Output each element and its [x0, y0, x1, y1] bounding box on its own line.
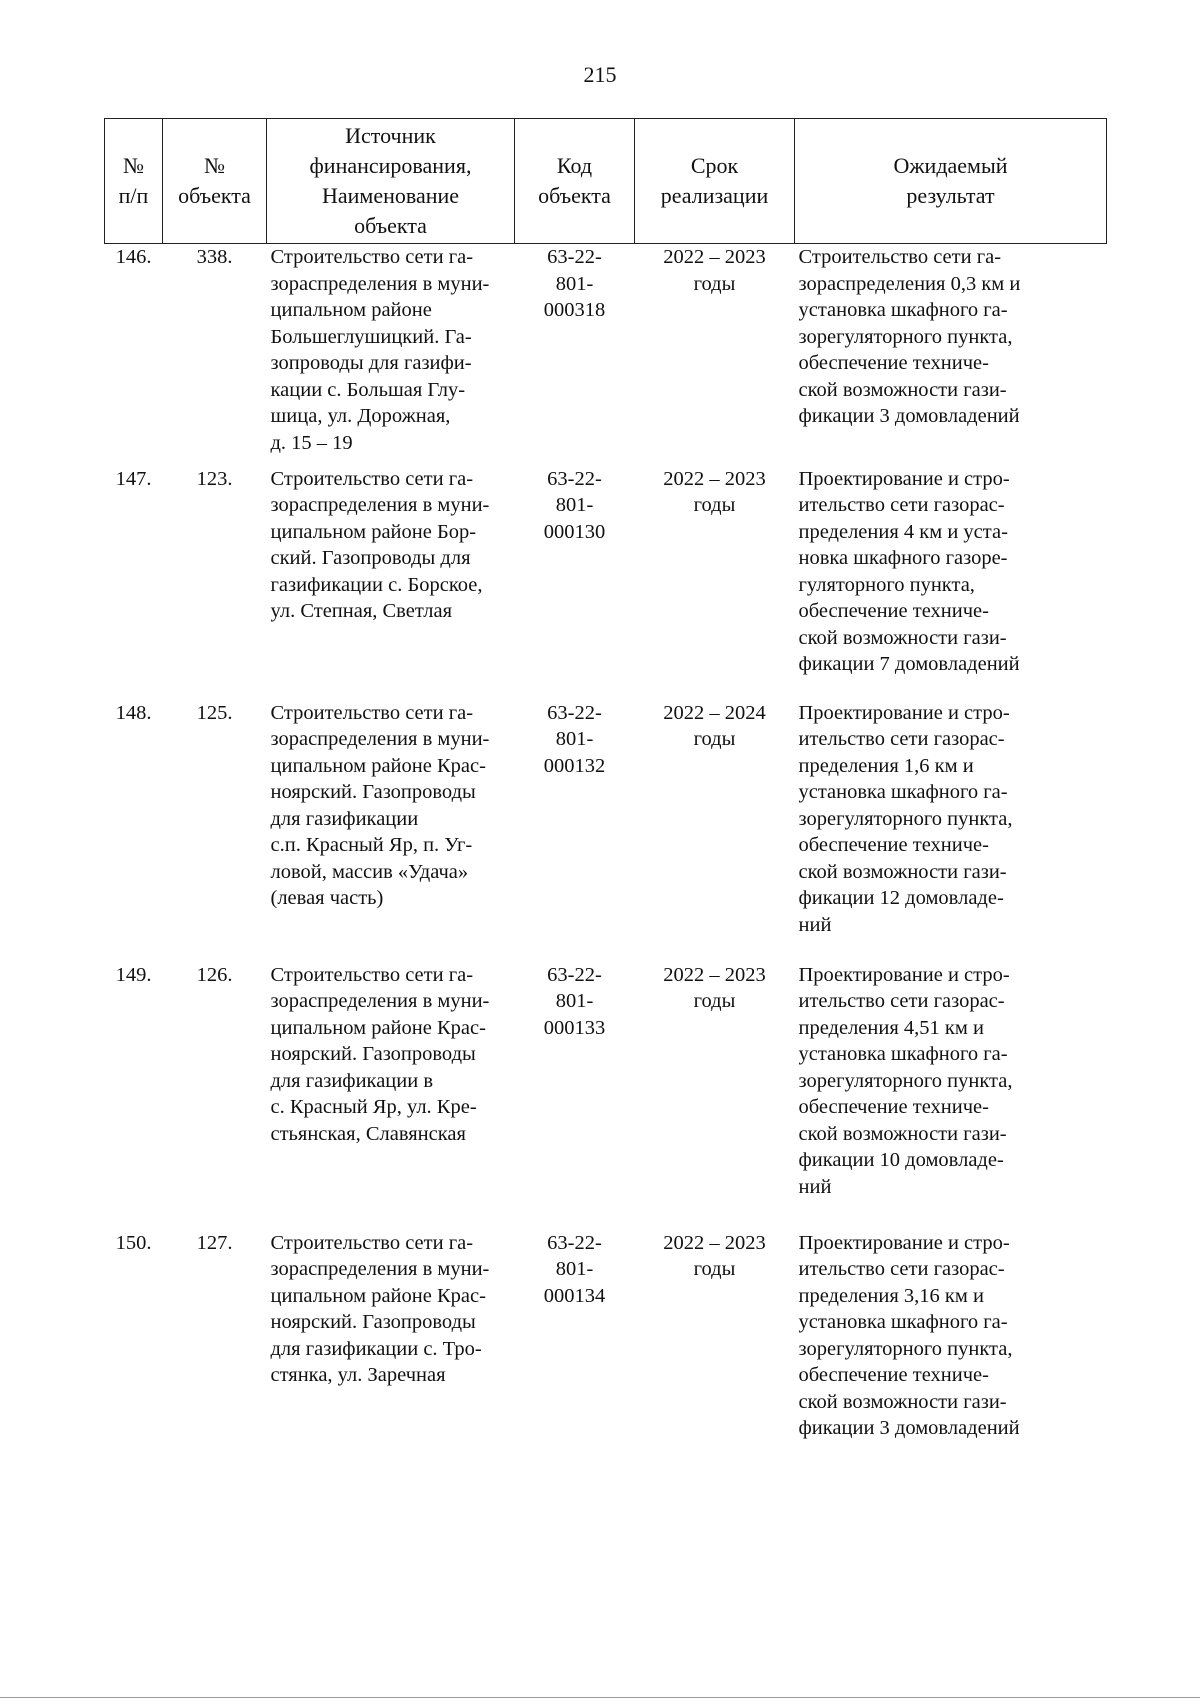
- row-number: 150.: [115, 1231, 152, 1254]
- page-number: 215: [583, 62, 617, 87]
- header-funding-source-name: Источник финансирования, Наименование объекта: [267, 119, 515, 244]
- object-code: 63-22- 801- 000133: [543, 963, 606, 1039]
- row-number: 146.: [115, 246, 152, 268]
- header-row-number: № п/п: [105, 119, 163, 244]
- object-number: 123.: [196, 467, 233, 490]
- expected-result: Проектирование и стро- ительство сети газорас- пределения 1,6 км и установка шкафного га- зорегуляторного пункта, обеспечение техниче- ской возможности гази- фикации 12 домовладе- ний: [798, 701, 1013, 936]
- table-row: [105, 466, 1107, 700]
- object-name: Строительство сети га- зораспределения в муни- ципальном районе Крас- ноярский. Газопроводы для газификации в с. Красный Яр, ул. Кре- стьянская, Славянская: [270, 963, 490, 1145]
- investment-objects-table: [104, 118, 1107, 1460]
- object-code: 63-22- 801- 000318: [543, 246, 606, 321]
- implementation-period: 2022 – 2023 годы: [663, 963, 766, 1012]
- object-number: 126.: [196, 963, 233, 986]
- object-code: 63-22- 801- 000134: [543, 1231, 606, 1307]
- row-number: 148.: [115, 701, 152, 724]
- expected-result: Проектирование и стро- ительство сети газорас- пределения 3,16 км и установка шкафного га- зорегуляторного пункта, обеспечение техниче- ской возможности гази- фикации 3 домовладений: [798, 1231, 1020, 1439]
- header-expected-result: Ожидаемый результат: [795, 119, 1107, 244]
- table-row: [105, 244, 1107, 466]
- object-number: 338.: [196, 246, 233, 268]
- implementation-period: 2022 – 2023 годы: [663, 1231, 766, 1280]
- scan-edge-line: [0, 1697, 1200, 1698]
- table-header-row: [105, 119, 1107, 244]
- header-implementation-period: Срок реализации: [635, 119, 795, 244]
- implementation-period: 2022 – 2023 годы: [663, 467, 766, 516]
- object-code: 63-22- 801- 000132: [543, 701, 606, 777]
- object-number: 127.: [196, 1231, 233, 1254]
- implementation-period: 2022 – 2023 годы: [663, 246, 766, 295]
- row-number: 149.: [115, 963, 152, 986]
- object-name: Строительство сети га- зораспределения в муни- ципальном районе Крас- ноярский. Газопроводы для газификации с.п. Красный Яр, п. Уг- ловой, массив «Удача» (левая часть): [270, 701, 490, 909]
- object-number: 125.: [196, 701, 233, 724]
- object-code: 63-22- 801- 000130: [543, 467, 606, 543]
- object-name: Строительство сети га- зораспределения в муни- ципальном районе Большеглушицкий. Га- зопроводы для газифи- кации с. Большая Глу- шица, ул. Дорожная, д. 15 – 19: [270, 246, 490, 454]
- header-object-code: Код объекта: [515, 119, 635, 244]
- implementation-period: 2022 – 2024 годы: [663, 701, 766, 750]
- header-object-number: № объекта: [163, 119, 267, 244]
- row-number: 147.: [115, 467, 152, 490]
- expected-result: Проектирование и стро- ительство сети газорас- пределения 4 км и уста- новка шкафного газоре- гуляторного пункта, обеспечение техниче- ской возможности гази- фикации 7 домовладений: [798, 467, 1020, 675]
- expected-result: Строительство сети га- зораспределения 0,3 км и установка шкафного га- зорегуляторного пункта, обеспечение техниче- ской возможности гази- фикации 3 домовладений: [798, 246, 1021, 427]
- object-name: Строительство сети га- зораспределения в муни- ципальном районе Бор- ский. Газопроводы для газификации с. Борское, ул. Степная, Светлая: [270, 467, 490, 622]
- expected-result: Проектирование и стро- ительство сети газорас- пределения 4,51 км и установка шкафного га- зорегуляторного пункта, обеспечение техниче- ской возможности гази- фикации 10 домовладе- ний: [798, 963, 1013, 1198]
- table-row: [105, 1230, 1107, 1460]
- table-row: [105, 700, 1107, 962]
- table-row: [105, 962, 1107, 1230]
- object-name: Строительство сети га- зораспределения в муни- ципальном районе Крас- ноярский. Газопроводы для газификации с. Тро- стянка, ул. Заречная: [270, 1231, 490, 1386]
